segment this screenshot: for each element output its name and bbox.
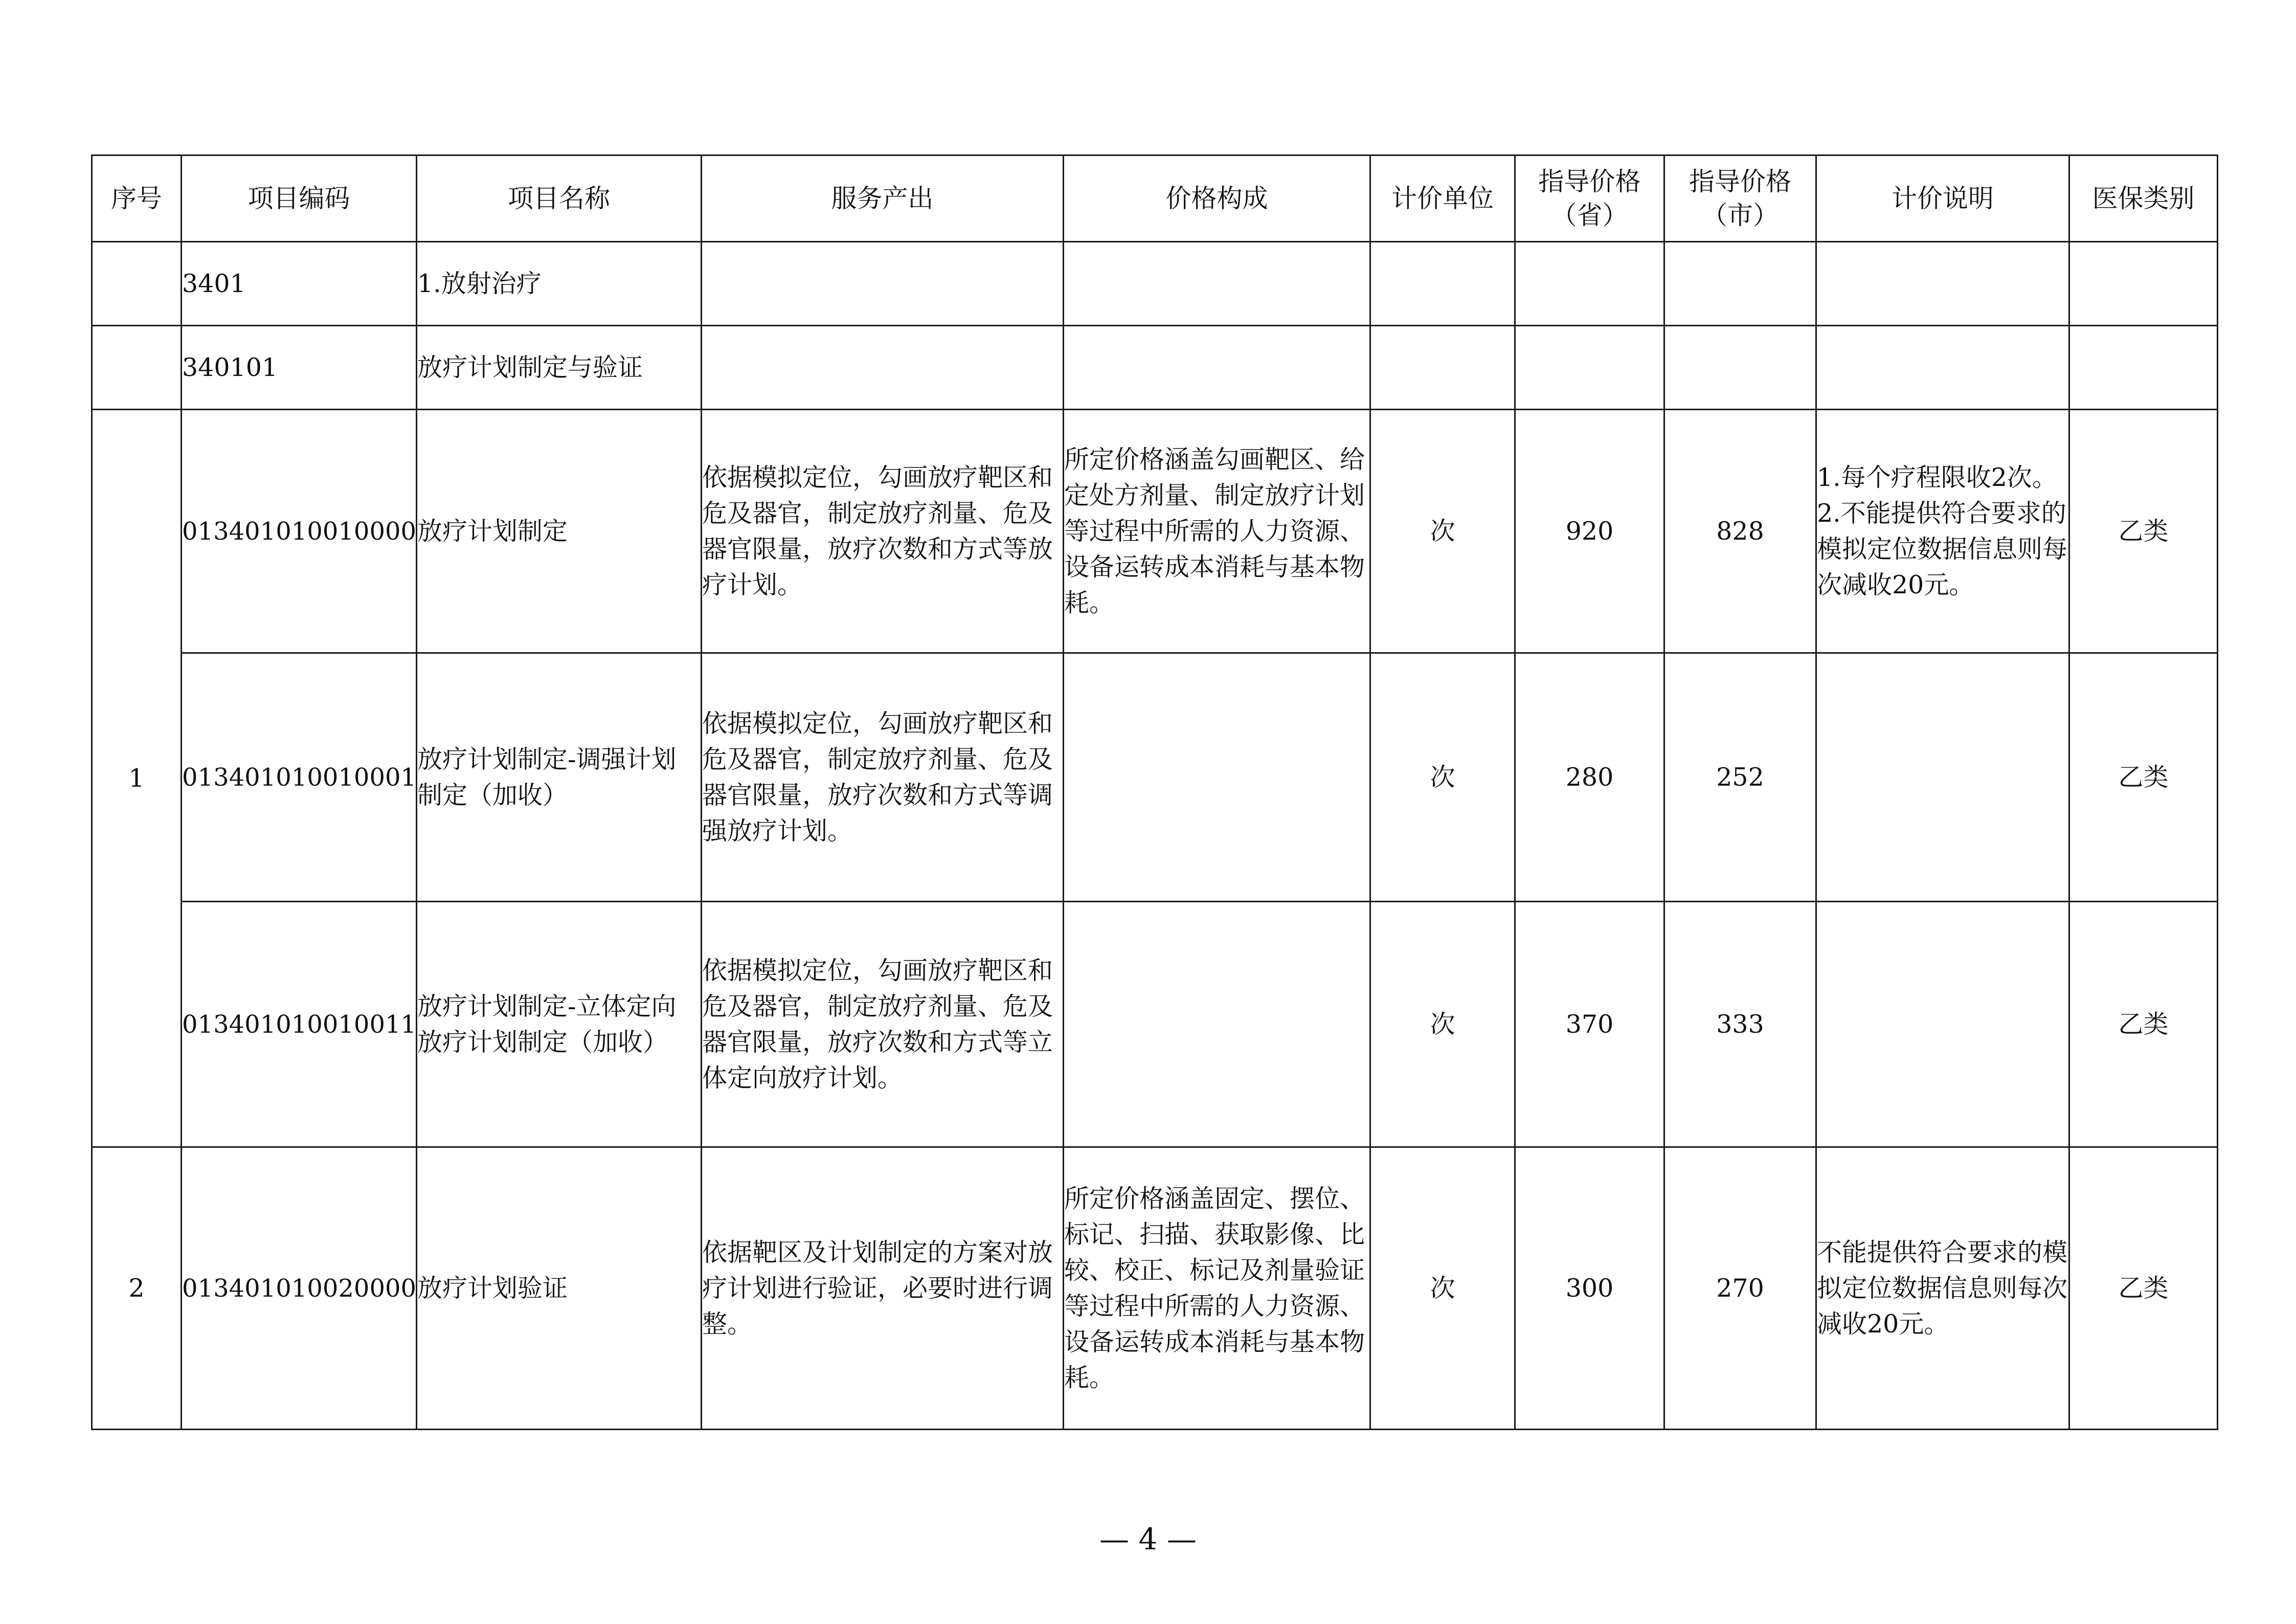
- category-seq: [92, 326, 182, 410]
- page-number: — 4 —: [1099, 1522, 1197, 1556]
- empty-cell: [1664, 326, 1816, 410]
- item-price-prov: 370: [1515, 902, 1664, 1147]
- item-unit: 次: [1370, 1147, 1515, 1430]
- item-name: 放疗计划制定-调强计划制定（加收）: [417, 653, 702, 902]
- empty-cell: [702, 326, 1064, 410]
- category-code: 3401: [182, 242, 417, 326]
- item-insurance: 乙类: [2069, 1147, 2218, 1430]
- item-unit: 次: [1370, 653, 1515, 902]
- category-seq: [92, 242, 182, 326]
- item-composition: 所定价格涵盖固定、摆位、标记、扫描、获取影像、比较、校正、标记及剂量验证等过程中所需的人力资源、设备运转成本消耗与基本物耗。: [1064, 1147, 1370, 1430]
- item-insurance: 乙类: [2069, 902, 2218, 1147]
- item-price-prov: 300: [1515, 1147, 1664, 1430]
- item-note: 不能提供符合要求的模拟定位数据信息则每次减收20元。: [1816, 1147, 2069, 1430]
- item-output: 依据模拟定位，勾画放疗靶区和危及器官，制定放疗剂量、危及器官限量，放疗次数和方式等立体定向放疗计划。: [702, 902, 1064, 1147]
- item-insurance: 乙类: [2069, 410, 2218, 653]
- empty-cell: [1816, 242, 2069, 326]
- header-unit: 计价单位: [1370, 155, 1515, 242]
- empty-cell: [1515, 326, 1664, 410]
- header-seq: 序号: [92, 155, 182, 242]
- item-price-city: 270: [1664, 1147, 1816, 1430]
- item-unit: 次: [1370, 410, 1515, 653]
- empty-cell: [1515, 242, 1664, 326]
- empty-cell: [1370, 326, 1515, 410]
- item-code: 013401010010011: [182, 902, 417, 1147]
- category-code: 340101: [182, 326, 417, 410]
- item-name: 放疗计划制定-立体定向放疗计划制定（加收）: [417, 902, 702, 1147]
- empty-cell: [1664, 242, 1816, 326]
- category-row: [92, 242, 2218, 326]
- header-output: 服务产出: [702, 155, 1064, 242]
- table-row: [92, 1147, 2218, 1430]
- empty-cell: [1370, 242, 1515, 326]
- item-seq: 1: [92, 410, 182, 1147]
- header-row: [92, 155, 2218, 242]
- item-note: [1816, 653, 2069, 902]
- item-insurance: 乙类: [2069, 653, 2218, 902]
- item-code: 013401010010000: [182, 410, 417, 653]
- item-price-city: 333: [1664, 902, 1816, 1147]
- empty-cell: [1064, 326, 1370, 410]
- table-row: [92, 902, 2218, 1147]
- item-note: 1.每个疗程限收2次。 2.不能提供符合要求的模拟定位数据信息则每次减收20元。: [1816, 410, 2069, 653]
- header-insurance: 医保类别: [2069, 155, 2218, 242]
- item-code: 013401010020000: [182, 1147, 417, 1430]
- header-note: 计价说明: [1816, 155, 2069, 242]
- item-composition: [1064, 653, 1370, 902]
- price-table: [91, 154, 2218, 1430]
- empty-cell: [1064, 242, 1370, 326]
- empty-cell: [702, 242, 1064, 326]
- empty-cell: [2069, 242, 2218, 326]
- item-output: 依据模拟定位，勾画放疗靶区和危及器官，制定放疗剂量、危及器官限量，放疗次数和方式等放疗计划。: [702, 410, 1064, 653]
- item-price-prov: 920: [1515, 410, 1664, 653]
- item-output: 依据靶区及计划制定的方案对放疗计划进行验证，必要时进行调整。: [702, 1147, 1064, 1430]
- empty-cell: [1816, 326, 2069, 410]
- item-name: 放疗计划制定: [417, 410, 702, 653]
- item-unit: 次: [1370, 902, 1515, 1147]
- item-price-city: 828: [1664, 410, 1816, 653]
- item-composition: [1064, 902, 1370, 1147]
- item-code: 013401010010001: [182, 653, 417, 902]
- item-name: 放疗计划验证: [417, 1147, 702, 1430]
- header-code: 项目编码: [182, 155, 417, 242]
- table-row: [92, 410, 2218, 653]
- header-price-city: 指导价格（市）: [1664, 155, 1816, 242]
- category-row: [92, 326, 2218, 410]
- header-composition: 价格构成: [1064, 155, 1370, 242]
- category-name: 放疗计划制定与验证: [417, 326, 702, 410]
- item-note: [1816, 902, 2069, 1147]
- header-name: 项目名称: [417, 155, 702, 242]
- item-price-city: 252: [1664, 653, 1816, 902]
- table-row: [92, 653, 2218, 902]
- item-composition: 所定价格涵盖勾画靶区、给定处方剂量、制定放疗计划等过程中所需的人力资源、设备运转成本消耗与基本物耗。: [1064, 410, 1370, 653]
- item-seq: 2: [92, 1147, 182, 1430]
- empty-cell: [2069, 326, 2218, 410]
- item-output: 依据模拟定位，勾画放疗靶区和危及器官，制定放疗剂量、危及器官限量，放疗次数和方式等调强放疗计划。: [702, 653, 1064, 902]
- category-name: 1.放射治疗: [417, 242, 702, 326]
- header-price-prov: 指导价格（省）: [1515, 155, 1664, 242]
- item-price-prov: 280: [1515, 653, 1664, 902]
